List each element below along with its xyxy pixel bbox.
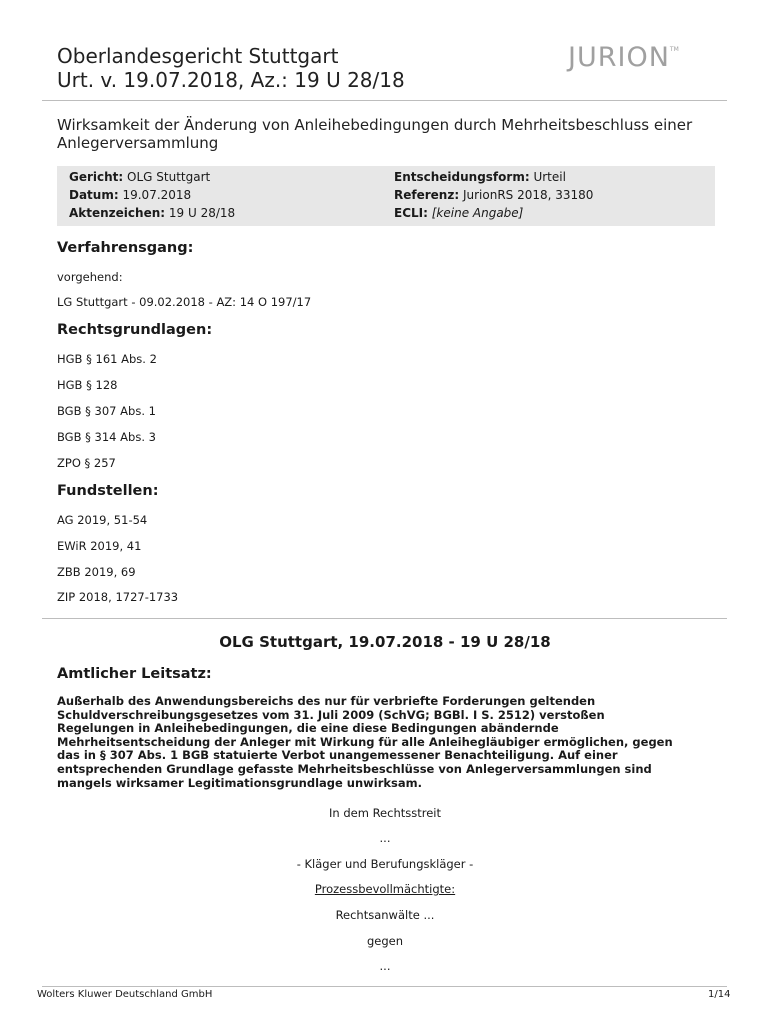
document-title [57, 44, 405, 92]
court-field: Gericht: OLG Stuttgart [69, 170, 211, 184]
section-divider [42, 618, 727, 619]
jurion-logo: JURION™ [568, 42, 679, 73]
procedure-line: vorgehend: [57, 270, 123, 284]
guiding-principle-line: Regelungen in Anleihebedingungen, die eine diese Bedingungen abändernde [57, 721, 559, 736]
decision-subtitle: Wirksamkeit der Änderung von Anleihebedingungen durch Mehrheitsbeschluss einer Anlegerversammlung [57, 116, 693, 152]
guiding-principle-line: mangels wirksamer Legitimationsgrundlage unwirksam. [57, 775, 423, 790]
header-divider [42, 100, 727, 101]
guiding-principle-line: das in § 307 Abs. 1 BGB statuierte Verbot unangemessener Benachteiligung. Auf einer [57, 748, 618, 763]
file-number-field: Aktenzeichen: 19 U 28/18 [69, 206, 236, 220]
defendant-ellipsis: ... [379, 959, 391, 973]
parties-intro: In dem Rechtsstreit [329, 806, 441, 820]
court-name: Oberlandesgericht Stuttgart [57, 44, 339, 68]
sources-heading: Fundstellen: [57, 483, 159, 499]
procedure-heading: Verfahrensgang: [57, 240, 194, 256]
legal-basis-item: BGB § 307 Abs. 1 [57, 404, 156, 418]
source-item: AG 2019, 51-54 [57, 513, 148, 527]
source-item: ZBB 2019, 69 [57, 565, 136, 579]
guiding-principle-text [57, 695, 717, 790]
source-item: EWiR 2019, 41 [57, 539, 142, 553]
date-field: Datum: 19.07.2018 [69, 188, 192, 202]
guiding-principle-line: entsprechenden Grundlage gefasste Mehrheitsbeschlüsse von Anlegerversammlungen sind [57, 761, 652, 776]
parties-ellipsis: ... [379, 831, 391, 845]
decision-reference: Urt. v. 19.07.2018, Az.: 19 U 28/18 [57, 68, 405, 92]
legal-basis-item: BGB § 314 Abs. 3 [57, 430, 156, 444]
counsel-label: Prozessbevollmächtigte: [314, 882, 456, 896]
legal-basis-item: HGB § 161 Abs. 2 [57, 352, 157, 366]
source-item: ZIP 2018, 1727-1733 [57, 590, 179, 604]
plaintiff-role: - Kläger und Berufungskläger - [296, 857, 474, 871]
counsel-name: Rechtsanwälte ... [335, 908, 435, 922]
decision-title: OLG Stuttgart, 19.07.2018 - 19 U 28/18 [219, 633, 551, 651]
guiding-principle-heading: Amtlicher Leitsatz: [57, 666, 212, 682]
page-number: 1/14 [708, 989, 731, 1000]
footer-divider [42, 986, 727, 987]
guiding-principle-line: Mehrheitsentscheidung der Anleger mit Wirkung für alle Anleihegläubiger ermöglichen, gegen [57, 734, 673, 749]
footer-publisher: Wolters Kluwer Deutschland GmbH [37, 989, 213, 1000]
ecli-field: ECLI: [keine Angabe] [394, 206, 524, 220]
versus-label: gegen [366, 934, 404, 948]
guiding-principle-line: Schuldverschreibungsgesetzes vom 31. Juli 2009 (SchVG; BGBl. I S. 2512) verstoßen [57, 707, 605, 722]
decision-type-field: Entscheidungsform: Urteil [394, 170, 566, 184]
guiding-principle-line: Außerhalb des Anwendungsbereichs des nur für verbriefte Forderungen geltenden [57, 694, 596, 708]
reference-field: Referenz: JurionRS 2018, 33180 [394, 188, 594, 202]
legal-basis-item: HGB § 128 [57, 378, 118, 392]
legal-basis-item: ZPO § 257 [57, 456, 116, 470]
procedure-line: LG Stuttgart - 09.02.2018 - AZ: 14 O 197/17 [57, 295, 312, 309]
legal-basis-heading: Rechtsgrundlagen: [57, 322, 213, 338]
metadata-box [57, 166, 715, 226]
trademark-mark: TM [669, 46, 679, 53]
